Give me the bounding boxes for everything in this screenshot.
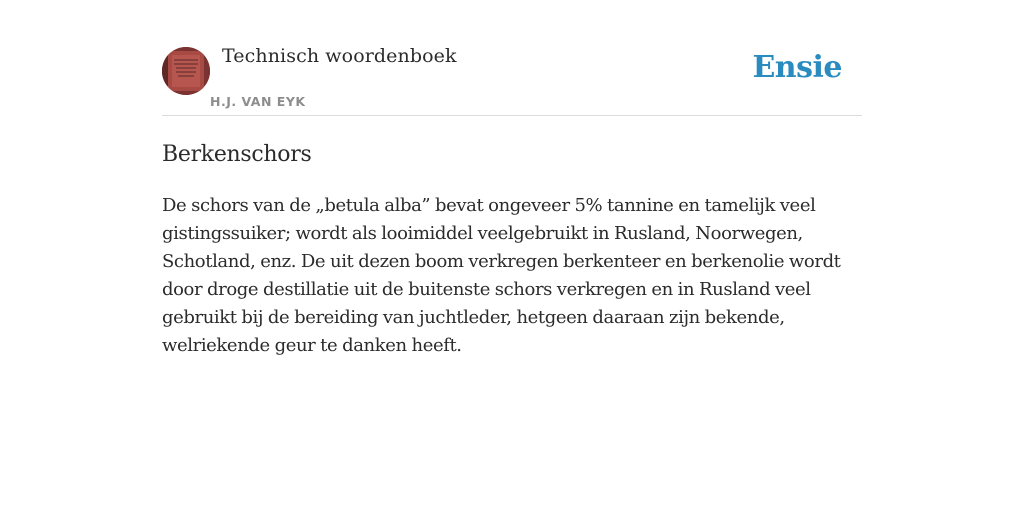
book-title[interactable]: Technisch woordenboek	[222, 45, 457, 67]
header	[162, 0, 862, 116]
book-cover-icon[interactable]	[162, 47, 210, 95]
entry-title: Berkenschors	[162, 142, 312, 167]
author-name[interactable]: H.J. VAN EYK	[210, 94, 306, 109]
entry-body: De schors van de „betula alba” bevat ongeveer 5% tannine en tamelijk veel gistingssuiker; wordt als looimiddel veelgebruikt in Rusland, Noorwegen, Schotland, enz. De uit dezen boom verkregen berkenteer en berkenolie wordt door droge destillatie uit de buitenste schors verkregen en in Rusland veel gebruikt bij de bereiding van juchtleder, hetgeen daaraan zijn bekende, welriekende geur te danken heeft.	[162, 195, 841, 356]
page-container	[162, 0, 862, 360]
ensie-logo[interactable]: Ensie	[752, 50, 842, 85]
